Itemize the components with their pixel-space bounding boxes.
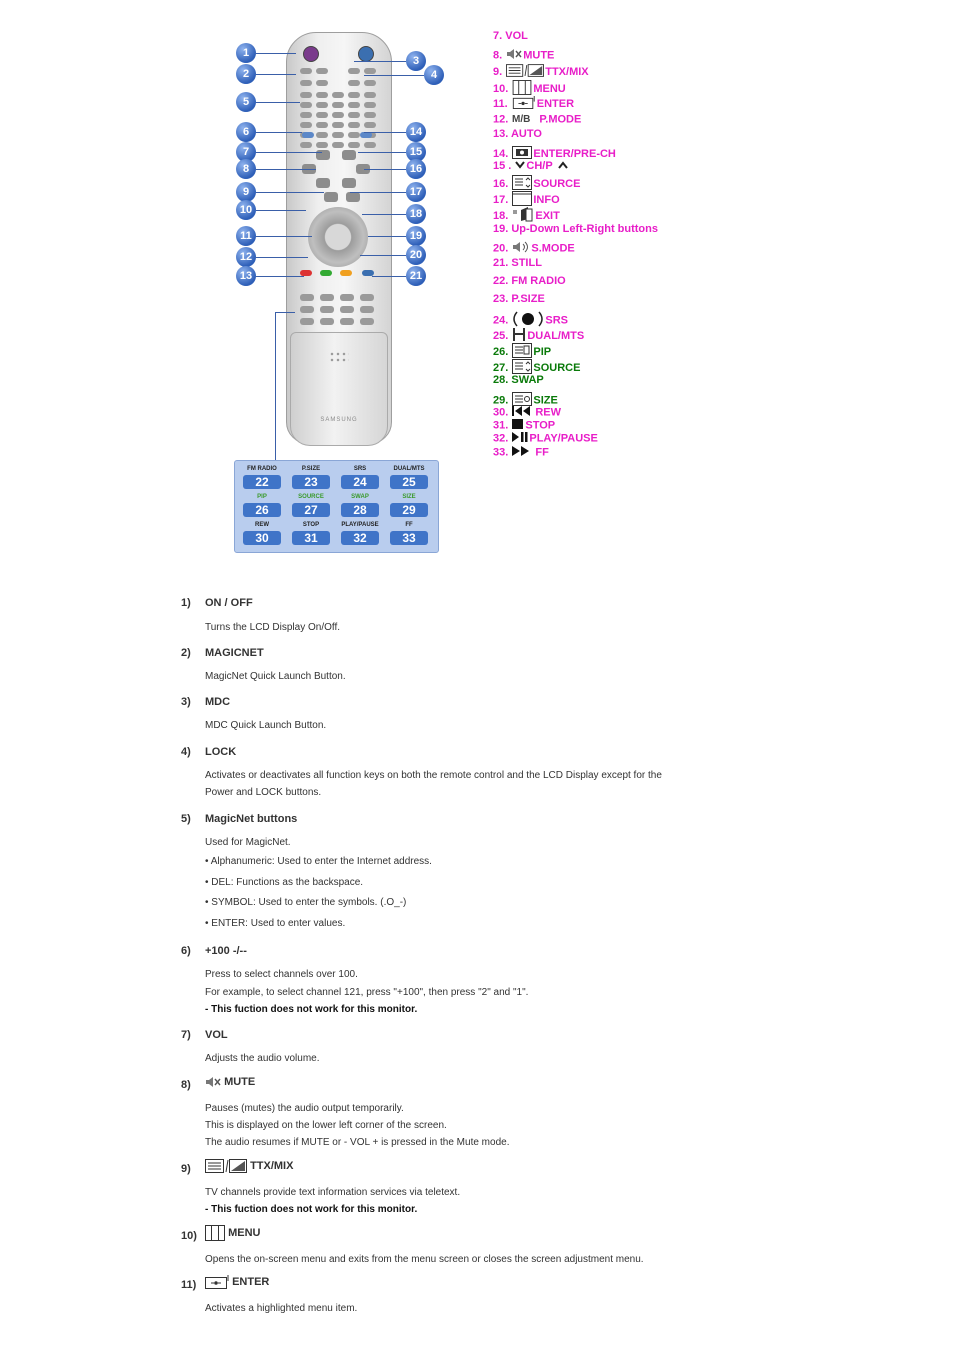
- keypad-button-graphic: [364, 112, 376, 118]
- mute-icon: [205, 1076, 221, 1088]
- button-list-label: MUTE: [523, 49, 555, 62]
- remote-control-figure: [234, 32, 464, 552]
- extra-key-graphic: [300, 294, 314, 301]
- button-list-item: [493, 275, 566, 287]
- extra-key-graphic: [320, 318, 334, 325]
- button-list-label: STILL: [511, 257, 542, 269]
- panel-leader-line: [275, 312, 276, 460]
- button-list-number: 11.: [493, 97, 511, 110]
- item-number: 1): [181, 597, 191, 609]
- panel-number: 27: [292, 503, 330, 517]
- item-title: [205, 1076, 255, 1088]
- button-list-item: [493, 160, 570, 172]
- button-list-item: [493, 96, 574, 112]
- panel-number: 23: [292, 475, 330, 489]
- keypad-button-graphic: [300, 112, 312, 118]
- panel-cell: [385, 493, 433, 517]
- keypad-button-graphic: [348, 92, 360, 98]
- power-button-graphic: [303, 46, 319, 62]
- item-text: • Alphanumeric: Used to enter the Internet address.: [205, 856, 432, 867]
- svg-text:M/B: M/B: [512, 114, 531, 124]
- button-list-label: ENTER/PRE-CH: [533, 147, 616, 160]
- callout-line: [256, 210, 306, 211]
- extra-key-graphic: [320, 306, 334, 313]
- item-number: 4): [181, 746, 191, 758]
- stop-icon: [512, 419, 524, 432]
- button-list-number: 20.: [493, 242, 512, 255]
- button-list-label: PIP: [533, 345, 552, 358]
- callout-11: 11: [236, 226, 256, 246]
- callout-line: [256, 132, 302, 133]
- callout-2: 2: [236, 64, 256, 84]
- callout-6: 6: [236, 122, 256, 142]
- mdc-button-graphic: [358, 46, 374, 62]
- keypad-button-graphic: [364, 142, 376, 148]
- blue-key-graphic: [302, 132, 314, 138]
- button-list-number: 17.: [493, 193, 512, 206]
- button-list-label: REW: [535, 406, 562, 419]
- item-number: 10): [181, 1230, 197, 1242]
- button-list-label: DUAL/MTS: [527, 329, 585, 342]
- callout-line: [256, 53, 296, 54]
- extra-key-graphic: [360, 318, 374, 325]
- panel-cell: [336, 521, 384, 545]
- panel-label: P.SIZE: [301, 466, 321, 472]
- keypad-button-graphic: [316, 68, 328, 74]
- panel-label: SOURCE: [298, 494, 324, 500]
- panel-label: SIZE: [402, 494, 416, 500]
- callout-9: 9: [236, 182, 256, 202]
- callout-8: 8: [236, 159, 256, 179]
- item-title: ON / OFF: [205, 597, 253, 609]
- menu-icon: [205, 1225, 225, 1241]
- panel-label: DUAL/MTS: [393, 466, 425, 472]
- enter-icon: [512, 96, 536, 112]
- keypad-button-graphic: [316, 102, 328, 108]
- mb-icon: [512, 112, 538, 127]
- callout-line: [364, 169, 406, 170]
- extra-key-graphic: [360, 306, 374, 313]
- panel-label: REW: [255, 522, 269, 528]
- smode-icon: [512, 241, 530, 256]
- item-text: Activates or deactivates all function keys on both the remote control and the LCD Display except for the: [205, 770, 662, 781]
- panel-number: 30: [243, 531, 281, 545]
- keypad-button-graphic: [332, 112, 344, 118]
- keypad-button-graphic: [300, 68, 312, 74]
- button-list-number: 30.: [493, 406, 512, 419]
- keypad-button-graphic: [348, 102, 360, 108]
- panel-number: 32: [341, 531, 379, 545]
- button-list-item: [493, 30, 528, 42]
- keypad-button-graphic: [364, 102, 376, 108]
- button-list-number: 8.: [493, 49, 506, 62]
- button-list-item: [493, 48, 554, 63]
- keypad-button-graphic: [316, 80, 328, 86]
- fast-forward-icon: [512, 446, 534, 459]
- button-list-number: 29.: [493, 394, 512, 407]
- callout-19: 19: [406, 226, 426, 246]
- item-title: VOL: [205, 1029, 228, 1041]
- keypad-button-graphic: [348, 142, 360, 148]
- keypad-button-graphic: [332, 102, 344, 108]
- item-title-text: MENU: [228, 1226, 261, 1239]
- extra-keypad-graphic: [296, 290, 380, 328]
- panel-cell: [385, 521, 433, 545]
- control-key-graphic: [316, 178, 330, 188]
- panel-cell: [238, 465, 286, 489]
- button-list-number: 23.: [493, 293, 512, 305]
- item-text: • ENTER: Used to enter values.: [205, 918, 346, 929]
- item-title: MDC: [205, 696, 231, 708]
- item-title: MagicNet buttons: [205, 813, 298, 825]
- button-list-number: 15 .: [493, 160, 515, 172]
- panel-number: 33: [390, 531, 428, 545]
- item-text: Used for MagicNet.: [205, 837, 291, 848]
- callout-16: 16: [406, 159, 426, 179]
- callout-7: 7: [236, 142, 256, 162]
- item-text: MDC Quick Launch Button.: [205, 720, 327, 731]
- callout-20: 20: [406, 245, 426, 265]
- keypad-button-graphic: [348, 68, 360, 74]
- keypad-button-graphic: [300, 122, 312, 128]
- control-key-graphic: [324, 192, 338, 202]
- item-title-text: TTX/MIX: [250, 1159, 294, 1172]
- keypad-button-graphic: [364, 68, 376, 74]
- button-list-number: 16.: [493, 177, 512, 190]
- panel-cell: [287, 521, 335, 545]
- button-list-item: [493, 257, 542, 269]
- button-list-label: AUTO: [510, 128, 542, 140]
- callout-line: [256, 74, 296, 75]
- extra-buttons-panel: [234, 460, 439, 553]
- extra-key-graphic: [340, 294, 354, 301]
- button-list-number: 33.: [493, 446, 512, 459]
- ttx-mix-icon: [205, 1159, 247, 1173]
- panel-label: PLAY/PAUSE: [341, 522, 379, 528]
- panel-cell: [287, 465, 335, 489]
- button-list-item: [493, 64, 589, 80]
- panel-label: FM RADIO: [247, 466, 277, 472]
- button-list-item: [493, 446, 549, 459]
- button-list-item: [493, 406, 561, 419]
- button-list-number: 32.: [493, 432, 512, 445]
- yellow-button-graphic: [340, 270, 352, 276]
- callout-line: [364, 132, 406, 133]
- callout-line: [372, 276, 406, 277]
- play-pause-icon: [512, 432, 528, 445]
- keypad-button-graphic: [300, 142, 312, 148]
- callout-line: [256, 276, 304, 277]
- button-list-number: 9.: [493, 65, 506, 78]
- brand-label: SAMSUNG: [320, 417, 358, 423]
- chevron-down-icon: [515, 160, 525, 172]
- button-list-number: 12.: [493, 113, 512, 126]
- extra-key-graphic: [320, 294, 334, 301]
- item-text: TV channels provide text information services via teletext.: [205, 1187, 461, 1198]
- button-list-label: PLAY/PAUSE: [529, 432, 598, 445]
- remote-lid: [290, 332, 388, 446]
- button-list-label: VOL: [505, 30, 528, 42]
- panel-leader-line-h: [275, 312, 295, 313]
- button-list-label: TTX/MIX: [545, 65, 589, 78]
- button-list-label: P.MODE: [539, 113, 582, 126]
- button-list-label: SIZE: [533, 394, 558, 407]
- callout-3: 3: [406, 51, 426, 71]
- green-button-graphic: [320, 270, 332, 276]
- item-title: [205, 1275, 269, 1289]
- button-list-number: 10.: [493, 82, 512, 95]
- enter-icon: [205, 1275, 229, 1289]
- button-list-label: ENTER: [536, 97, 575, 110]
- callout-line: [256, 169, 316, 170]
- item-text: Power and LOCK buttons.: [205, 787, 322, 798]
- button-list-label: FM RADIO: [511, 275, 566, 287]
- keypad-button-graphic: [300, 92, 312, 98]
- control-key-graphic: [346, 192, 360, 202]
- extra-key-graphic: [360, 294, 374, 301]
- button-list-number: 18.: [493, 209, 512, 222]
- keypad-button-graphic: [348, 112, 360, 118]
- button-list-label: SRS: [545, 314, 568, 327]
- keypad-button-graphic: [316, 122, 328, 128]
- control-key-graphic: [342, 178, 356, 188]
- item-text: The audio resumes if MUTE or - VOL + is pressed in the Mute mode.: [205, 1137, 510, 1148]
- button-list-number: 21.: [493, 257, 512, 269]
- item-text: For example, to select channel 121, press "+100", then press "2" and "1".: [205, 987, 529, 998]
- item-text: Turns the LCD Display On/Off.: [205, 622, 341, 633]
- callout-15: 15: [406, 142, 426, 162]
- panel-label: SRS: [353, 466, 367, 472]
- callout-line: [256, 192, 324, 193]
- callout-line: [354, 61, 406, 62]
- dpad-graphic: [308, 207, 368, 267]
- button-list-number: 31.: [493, 419, 512, 432]
- callout-4: 4: [424, 65, 444, 85]
- button-list-item: [493, 419, 555, 432]
- item-text: Activates a highlighted menu item.: [205, 1303, 358, 1314]
- panel-cell: [238, 521, 286, 545]
- button-list-label: INFO: [533, 193, 560, 206]
- item-text: This is displayed on the lower left corner of the screen.: [205, 1120, 447, 1131]
- item-number: 2): [181, 647, 191, 659]
- callout-12: 12: [236, 247, 256, 267]
- button-list-number: 28.: [493, 374, 512, 386]
- keypad-button-graphic: [332, 92, 344, 98]
- keypad-button-graphic: [332, 122, 344, 128]
- panel-number: 22: [243, 475, 281, 489]
- item-title: +100 -/--: [205, 945, 247, 957]
- item-note: - This fuction does not work for this monitor.: [205, 1004, 418, 1015]
- keypad-button-graphic: [348, 132, 360, 138]
- callout-line: [256, 102, 300, 103]
- panel-label: SWAP: [351, 494, 369, 500]
- panel-cell: [238, 493, 286, 517]
- button-list-label: EXIT: [535, 209, 560, 222]
- speaker-grille: [329, 351, 349, 363]
- keypad-button-graphic: [364, 92, 376, 98]
- item-text: MagicNet Quick Launch Button.: [205, 671, 346, 682]
- callout-line: [368, 236, 406, 237]
- button-list-number: 22.: [493, 275, 512, 287]
- callout-21: 21: [406, 266, 426, 286]
- button-list-item: [493, 128, 542, 140]
- callout-line: [360, 255, 406, 256]
- callout-10: 10: [236, 200, 256, 220]
- panel-cell: [287, 493, 335, 517]
- button-list-number: 19.: [493, 223, 512, 235]
- item-number: 5): [181, 813, 191, 825]
- callout-line: [350, 192, 406, 193]
- button-list-label: SOURCE: [533, 177, 581, 190]
- rewind-icon: [512, 406, 534, 419]
- item-title: LOCK: [205, 746, 237, 758]
- keypad-button-graphic: [348, 122, 360, 128]
- callout-14: 14: [406, 122, 426, 142]
- button-list-label: SWAP: [511, 374, 544, 386]
- keypad-button-graphic: [364, 80, 376, 86]
- button-list-item: [493, 293, 545, 305]
- extra-key-graphic: [340, 306, 354, 313]
- button-list-item: [493, 432, 598, 445]
- item-text: Opens the on-screen menu and exits from the menu screen or closes the screen adjustment menu.: [205, 1254, 644, 1265]
- button-list-number: 27.: [493, 361, 512, 374]
- control-key-graphic: [342, 150, 356, 160]
- keypad-button-graphic: [364, 122, 376, 128]
- item-title: [205, 1225, 260, 1241]
- chevron-up-icon: [554, 160, 569, 172]
- keypad-button-graphic: [316, 92, 328, 98]
- item-number: 3): [181, 696, 191, 708]
- keypad-button-graphic: [316, 142, 328, 148]
- item-text: Pauses (mutes) the audio output temporarily.: [205, 1103, 404, 1114]
- mute-icon: [506, 48, 522, 63]
- item-text: • SYMBOL: Used to enter the symbols. (.O_-): [205, 897, 407, 908]
- button-list-label: S.MODE: [531, 242, 575, 255]
- button-list-item: [493, 112, 581, 127]
- button-list-label: SOURCE: [533, 361, 581, 374]
- panel-label: FF: [405, 522, 413, 528]
- item-number: 9): [181, 1163, 191, 1175]
- panel-number: 28: [341, 503, 379, 517]
- callout-17: 17: [406, 182, 426, 202]
- panel-cell: [336, 493, 384, 517]
- callout-line: [358, 152, 406, 153]
- item-text: Press to select channels over 100.: [205, 969, 358, 980]
- callout-line: [256, 257, 308, 258]
- panel-number: 25: [390, 475, 428, 489]
- callout-18: 18: [406, 204, 426, 224]
- button-list-item: [493, 223, 658, 235]
- callout-line: [364, 75, 424, 76]
- ttx-mix-icon: [506, 64, 544, 80]
- keypad-button-graphic: [300, 102, 312, 108]
- keypad-button-graphic: [316, 112, 328, 118]
- item-title-text: ENTER: [232, 1275, 270, 1288]
- item-number: 11): [181, 1279, 197, 1291]
- button-list-label: STOP: [525, 419, 556, 432]
- keypad-button-graphic: [332, 142, 344, 148]
- callout-1: 1: [236, 43, 256, 63]
- item-title: MAGICNET: [205, 647, 264, 659]
- button-list-label: CH/P: [526, 160, 553, 172]
- button-list-item: [493, 241, 575, 256]
- extra-key-graphic: [300, 306, 314, 313]
- panel-cell: [336, 465, 384, 489]
- panel-number: 31: [292, 531, 330, 545]
- button-list-label: MENU: [533, 82, 566, 95]
- extra-key-graphic: [340, 318, 354, 325]
- panel-label: PIP: [257, 494, 267, 500]
- button-list-label: P.SIZE: [511, 293, 545, 305]
- extra-key-graphic: [300, 318, 314, 325]
- button-list-number: 26.: [493, 345, 512, 358]
- item-number: 8): [181, 1079, 191, 1091]
- button-list-number: 24.: [493, 314, 512, 327]
- item-number: 6): [181, 945, 191, 957]
- panel-number: 29: [390, 503, 428, 517]
- keypad-button-graphic: [332, 132, 344, 138]
- keypad-button-graphic: [316, 132, 328, 138]
- item-text: Adjusts the audio volume.: [205, 1053, 320, 1064]
- callout-5: 5: [236, 92, 256, 112]
- keypad-button-graphic: [300, 80, 312, 86]
- item-title-text: MUTE: [224, 1076, 256, 1088]
- item-text: • DEL: Functions as the backspace.: [205, 877, 364, 888]
- button-list-label: FF: [535, 446, 549, 459]
- button-list-number: 25.: [493, 329, 512, 342]
- button-list-number: 13.: [493, 128, 511, 140]
- panel-cell: [385, 465, 433, 489]
- item-number: 7): [181, 1029, 191, 1041]
- panel-label: STOP: [302, 522, 320, 528]
- callout-line: [256, 236, 312, 237]
- panel-number: 24: [341, 475, 379, 489]
- button-list-number: 14.: [493, 147, 512, 160]
- callout-13: 13: [236, 266, 256, 286]
- item-title: [205, 1159, 293, 1173]
- button-list-item: [493, 374, 544, 386]
- button-list-label: Up-Down Left-Right buttons: [511, 223, 658, 235]
- panel-number: 26: [243, 503, 281, 517]
- callout-line: [362, 214, 406, 215]
- item-note: - This fuction does not work for this monitor.: [205, 1204, 418, 1215]
- callout-line: [256, 152, 322, 153]
- keypad-button-graphic: [348, 80, 360, 86]
- button-list-number: 7.: [493, 30, 506, 42]
